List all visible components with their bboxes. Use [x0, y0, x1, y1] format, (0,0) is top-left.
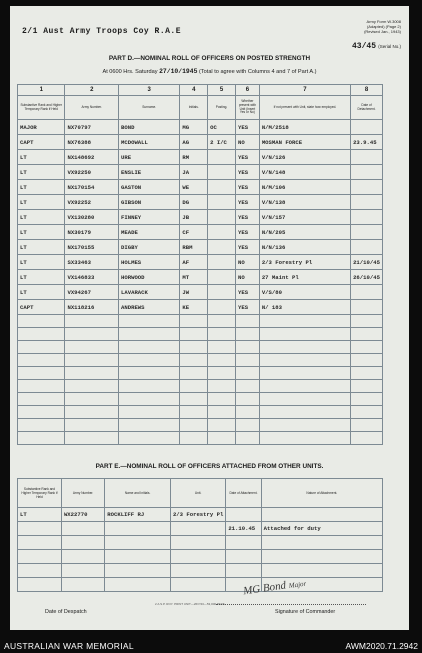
empty-cell [180, 341, 208, 354]
column-header: Name and Initials. [105, 479, 171, 508]
empty-row [18, 367, 383, 380]
roll-cell: URE [119, 150, 180, 165]
date-of-despatch-label: Date of Despatch [45, 609, 87, 615]
roll-cell: RBM [180, 240, 208, 255]
empty-cell [208, 406, 236, 419]
serial-label: (Serial No.) [378, 44, 401, 49]
roll-cell: NX118216 [65, 300, 119, 315]
roll-cell [208, 180, 236, 195]
roll-cell [351, 180, 383, 195]
empty-cell [235, 341, 259, 354]
empty-cell [65, 393, 119, 406]
roll-cell: LAVARACK [119, 285, 180, 300]
empty-cell [18, 578, 62, 592]
empty-cell [261, 550, 382, 564]
roll-cell [351, 225, 383, 240]
empty-cell [208, 315, 236, 328]
officer-row [18, 270, 383, 285]
roll-cell: 26/10/45 [351, 270, 383, 285]
roll-cell: JA [180, 165, 208, 180]
empty-cell [119, 393, 180, 406]
roll-cell: VX92250 [65, 165, 119, 180]
empty-cell [235, 367, 259, 380]
roll-cell: NX170155 [65, 240, 119, 255]
serial-value: 43/45 [351, 42, 376, 51]
officer-row [18, 240, 383, 255]
roll-cell: AF [180, 255, 208, 270]
empty-cell [351, 354, 383, 367]
empty-cell [351, 367, 383, 380]
empty-cell [119, 341, 180, 354]
empty-cell [105, 536, 171, 550]
empty-cell [259, 393, 350, 406]
form-ref-line: (Adapted) (Page 2) [366, 24, 401, 29]
roll-cell: MT [180, 270, 208, 285]
attached-cell [18, 522, 62, 536]
roll-cell: KE [180, 300, 208, 315]
roll-cell: NX70797 [65, 120, 119, 135]
attached-row [18, 508, 383, 522]
empty-cell [170, 564, 225, 578]
roll-cell: LT [18, 195, 65, 210]
empty-cell [235, 315, 259, 328]
column-header: Army Number. [65, 96, 119, 120]
empty-cell [351, 419, 383, 432]
roll-cell [208, 255, 236, 270]
empty-row [18, 432, 383, 445]
empty-cell [170, 550, 225, 564]
roll-cell: LT [18, 165, 65, 180]
column-header-row [18, 479, 383, 508]
roll-cell: LT [18, 285, 65, 300]
empty-cell [61, 578, 104, 592]
empty-cell [235, 432, 259, 445]
form-ref-line: (Revised Jan., 1943) [364, 29, 401, 34]
attached-cell: 21.10.45 [226, 522, 261, 536]
empty-cell [180, 354, 208, 367]
attached-cell: WX22770 [61, 508, 104, 522]
empty-row [18, 550, 383, 564]
empty-cell [170, 578, 225, 592]
roll-cell: LT [18, 180, 65, 195]
officer-row [18, 120, 383, 135]
empty-cell [259, 315, 350, 328]
roll-cell: LT [18, 150, 65, 165]
officer-row [18, 165, 383, 180]
roll-cell: 27 Maint Pl [259, 270, 350, 285]
roll-cell: MAJOR [18, 120, 65, 135]
roll-cell: NX148692 [65, 150, 119, 165]
roll-date: 27/10/1945 [159, 68, 198, 75]
roll-cell [351, 165, 383, 180]
serial-number [352, 41, 401, 51]
empty-cell [170, 536, 225, 550]
signature-rank: Major [288, 579, 307, 590]
roll-cell: YES [235, 225, 259, 240]
roll-cell: NX170154 [65, 180, 119, 195]
roll-cell: V/N/148 [259, 165, 350, 180]
empty-cell [235, 380, 259, 393]
roll-cell: BOND [119, 120, 180, 135]
empty-cell [18, 432, 65, 445]
column-header-row [18, 96, 383, 120]
roll-cell [208, 165, 236, 180]
part-d-subtitle [10, 68, 409, 75]
roll-cell: LT [18, 210, 65, 225]
roll-cell: HOLMES [119, 255, 180, 270]
column-header: Date of Attachment. [226, 479, 261, 508]
roll-cell: 21/10/45 [351, 255, 383, 270]
roll-cell: N/N/205 [259, 225, 350, 240]
empty-cell [259, 328, 350, 341]
roll-cell [208, 195, 236, 210]
empty-cell [259, 406, 350, 419]
empty-cell [208, 354, 236, 367]
roll-cell: CAPT [18, 300, 65, 315]
roll-cell: 23.9.45 [351, 135, 383, 150]
empty-cell [65, 432, 119, 445]
officer-row [18, 300, 383, 315]
empty-cell [259, 341, 350, 354]
attached-cell: 2/3 Forestry Pl [170, 508, 225, 522]
document-sheet [10, 6, 409, 630]
column-number: 4 [180, 85, 208, 96]
empty-cell [105, 564, 171, 578]
empty-cell [18, 536, 62, 550]
roll-cell [208, 225, 236, 240]
empty-cell [208, 367, 236, 380]
printer-note: 2 A.S.P. ROY. PRINT UNIT—26/7/43—53,000 PADS [155, 602, 225, 606]
empty-cell [180, 432, 208, 445]
roll-cell: MCDOWALL [119, 135, 180, 150]
attached-cell: LT [18, 508, 62, 522]
empty-cell [261, 536, 382, 550]
roll-cell: N/N/136 [259, 240, 350, 255]
roll-cell: CF [180, 225, 208, 240]
empty-cell [180, 328, 208, 341]
attached-cell [170, 522, 225, 536]
empty-cell [208, 419, 236, 432]
empty-cell [65, 380, 119, 393]
roll-cell: YES [235, 150, 259, 165]
empty-cell [351, 393, 383, 406]
empty-cell [180, 315, 208, 328]
empty-row [18, 406, 383, 419]
officer-row [18, 255, 383, 270]
at-prefix: At 0600 Hrs. Saturday [102, 69, 158, 75]
roll-cell [351, 120, 383, 135]
empty-cell [119, 419, 180, 432]
column-number: 1 [18, 85, 65, 96]
column-header: Date of Detachment. [351, 96, 383, 120]
part-d-table [17, 84, 383, 445]
empty-cell [61, 536, 104, 550]
empty-row [18, 315, 383, 328]
roll-cell: VX130280 [65, 210, 119, 225]
officer-row [18, 195, 383, 210]
empty-cell [259, 367, 350, 380]
roll-cell: FINNEY [119, 210, 180, 225]
roll-cell: YES [235, 120, 259, 135]
empty-cell [18, 341, 65, 354]
roll-cell: YES [235, 165, 259, 180]
roll-cell [208, 150, 236, 165]
empty-cell [65, 406, 119, 419]
column-number: 3 [119, 85, 180, 96]
empty-cell [351, 406, 383, 419]
empty-cell [226, 550, 261, 564]
empty-cell [351, 341, 383, 354]
roll-cell: JW [180, 285, 208, 300]
column-header: Army Number. [61, 479, 104, 508]
roll-cell: V/S/80 [259, 285, 350, 300]
column-number: 7 [259, 85, 350, 96]
roll-cell: CAPT [18, 135, 65, 150]
empty-row [18, 341, 383, 354]
empty-cell [65, 354, 119, 367]
roll-cell [208, 300, 236, 315]
empty-cell [351, 328, 383, 341]
part-d-title: PART D.—NOMINAL ROLL OF OFFICERS ON POSTED STRENGTH [108, 55, 311, 62]
empty-cell [65, 419, 119, 432]
empty-cell [259, 354, 350, 367]
roll-cell: V/N/126 [259, 150, 350, 165]
roll-cell: NO [235, 255, 259, 270]
empty-cell [105, 578, 171, 592]
roll-cell [351, 285, 383, 300]
roll-cell: NX30179 [65, 225, 119, 240]
column-number: 8 [351, 85, 383, 96]
empty-cell [351, 432, 383, 445]
empty-cell [61, 564, 104, 578]
empty-cell [18, 550, 62, 564]
roll-cell [208, 285, 236, 300]
archive-reference: AWM2020.71.2942 [345, 641, 418, 651]
empty-cell [18, 419, 65, 432]
column-header: If not present with Unit, state how employed. [259, 96, 350, 120]
empty-cell [18, 393, 65, 406]
officer-rows [18, 120, 383, 445]
empty-cell [119, 354, 180, 367]
roll-cell [208, 210, 236, 225]
attached-cell: ROCKLIFF RJ [105, 508, 171, 522]
roll-cell: N/M/2518 [259, 120, 350, 135]
empty-cell [180, 380, 208, 393]
empty-cell [208, 393, 236, 406]
empty-cell [119, 432, 180, 445]
empty-cell [18, 367, 65, 380]
roll-cell: YES [235, 240, 259, 255]
officer-row [18, 150, 383, 165]
empty-row [18, 419, 383, 432]
column-header: Nature of Attachment. [261, 479, 382, 508]
empty-cell [180, 367, 208, 380]
empty-cell [180, 419, 208, 432]
empty-cell [259, 419, 350, 432]
roll-cell: ANDREWS [119, 300, 180, 315]
roll-cell: LT [18, 255, 65, 270]
roll-cell: MOSMAN FORCE [259, 135, 350, 150]
archive-name: AUSTRALIAN WAR MEMORIAL [4, 641, 134, 651]
column-number: 6 [235, 85, 259, 96]
empty-cell [119, 328, 180, 341]
empty-row [18, 380, 383, 393]
roll-cell: MG [180, 120, 208, 135]
empty-row [18, 393, 383, 406]
empty-cell [235, 419, 259, 432]
empty-cell [18, 380, 65, 393]
empty-cell [18, 315, 65, 328]
roll-cell: VX94267 [65, 285, 119, 300]
empty-cell [119, 406, 180, 419]
signature-label: Signature of Commander [275, 609, 336, 615]
empty-cell [208, 328, 236, 341]
roll-cell [208, 240, 236, 255]
attached-cell [61, 522, 104, 536]
roll-cell [351, 210, 383, 225]
roll-cell: 2 I/C [208, 135, 236, 150]
empty-cell [18, 564, 62, 578]
empty-row [18, 354, 383, 367]
roll-cell: OC [208, 120, 236, 135]
roll-cell: WE [180, 180, 208, 195]
empty-cell [18, 328, 65, 341]
attached-cell [105, 522, 171, 536]
empty-cell [105, 550, 171, 564]
column-header: Initials. [180, 96, 208, 120]
empty-cell [61, 550, 104, 564]
roll-cell: RM [180, 150, 208, 165]
empty-cell [65, 367, 119, 380]
roll-cell: NX76388 [65, 135, 119, 150]
column-number: 2 [65, 85, 119, 96]
attached-cell [261, 508, 382, 522]
officer-row [18, 180, 383, 195]
roll-cell: VX92252 [65, 195, 119, 210]
empty-cell [208, 341, 236, 354]
roll-cell: N/M/106 [259, 180, 350, 195]
column-header: Whether present with Unit (Insert Yes or No) [235, 96, 259, 120]
empty-cell [259, 432, 350, 445]
empty-cell [235, 393, 259, 406]
empty-cell [180, 406, 208, 419]
empty-cell [208, 380, 236, 393]
column-number: 5 [208, 85, 236, 96]
empty-cell [18, 406, 65, 419]
empty-row [18, 578, 383, 592]
roll-cell: MEADE [119, 225, 180, 240]
empty-row [18, 536, 383, 550]
roll-cell: HORWOOD [119, 270, 180, 285]
empty-cell [261, 564, 382, 578]
column-header: Unit. [170, 479, 225, 508]
empty-cell [65, 341, 119, 354]
roll-cell: YES [235, 300, 259, 315]
column-header: Surname. [119, 96, 180, 120]
roll-cell: NO [235, 270, 259, 285]
officer-row [18, 285, 383, 300]
empty-cell [65, 328, 119, 341]
roll-cell: YES [235, 180, 259, 195]
roll-cell: YES [235, 210, 259, 225]
column-header: Substantive Rank and Higher Temporary Rank if Held [18, 479, 62, 508]
empty-cell [226, 564, 261, 578]
empty-cell [208, 432, 236, 445]
empty-cell [259, 380, 350, 393]
form-ref-line: Army Form W.3008 [366, 19, 401, 24]
empty-cell [119, 315, 180, 328]
empty-cell [351, 380, 383, 393]
roll-cell: NO [235, 135, 259, 150]
column-header: Posting. [208, 96, 236, 120]
roll-cell: ENSLIE [119, 165, 180, 180]
empty-row [18, 328, 383, 341]
roll-cell: VX146833 [65, 270, 119, 285]
roll-cell [351, 300, 383, 315]
roll-cell: V/N/157 [259, 210, 350, 225]
attached-cell [226, 508, 261, 522]
roll-cell: N/ 183 [259, 300, 350, 315]
roll-cell: 2/3 Forestry Pl [259, 255, 350, 270]
signature-line [216, 604, 366, 605]
at-suffix: (Total to agree with Columns 4 and 7 of Part A.) [199, 69, 317, 75]
roll-cell: LT [18, 270, 65, 285]
roll-cell: DIGBY [119, 240, 180, 255]
roll-cell [351, 240, 383, 255]
roll-cell: GIBSON [119, 195, 180, 210]
attached-row [18, 522, 383, 536]
empty-cell [226, 536, 261, 550]
roll-cell: YES [235, 195, 259, 210]
attached-rows [18, 508, 383, 592]
empty-cell [18, 354, 65, 367]
roll-cell: V/N/138 [259, 195, 350, 210]
column-header: Substantive Rank and Higher Temporary Rank if Held [18, 96, 65, 120]
empty-row [18, 564, 383, 578]
roll-cell [351, 150, 383, 165]
empty-cell [235, 328, 259, 341]
empty-cell [351, 315, 383, 328]
roll-cell: JB [180, 210, 208, 225]
unit-name: 2/1 Aust Army Troops Coy R.A.E [22, 27, 182, 36]
signature-name: MG Bond [242, 579, 287, 598]
officer-row [18, 210, 383, 225]
roll-cell: LT [18, 225, 65, 240]
roll-cell: LT [18, 240, 65, 255]
roll-cell: YES [235, 285, 259, 300]
form-reference [364, 19, 401, 34]
roll-cell [351, 195, 383, 210]
roll-cell: AG [180, 135, 208, 150]
roll-cell [208, 270, 236, 285]
column-number-row [18, 85, 383, 96]
roll-cell: SX33463 [65, 255, 119, 270]
attached-cell: Attached for duty [261, 522, 382, 536]
roll-cell: DG [180, 195, 208, 210]
empty-cell [180, 393, 208, 406]
part-e-table [17, 478, 383, 592]
officer-row [18, 225, 383, 240]
empty-cell [119, 380, 180, 393]
part-e-title: PART E.—NOMINAL ROLL OF OFFICERS ATTACHED FROM OTHER UNITS. [95, 463, 324, 470]
roll-cell: GASTON [119, 180, 180, 195]
empty-cell [235, 354, 259, 367]
empty-cell [65, 315, 119, 328]
empty-cell [119, 367, 180, 380]
officer-row [18, 135, 383, 150]
empty-cell [235, 406, 259, 419]
